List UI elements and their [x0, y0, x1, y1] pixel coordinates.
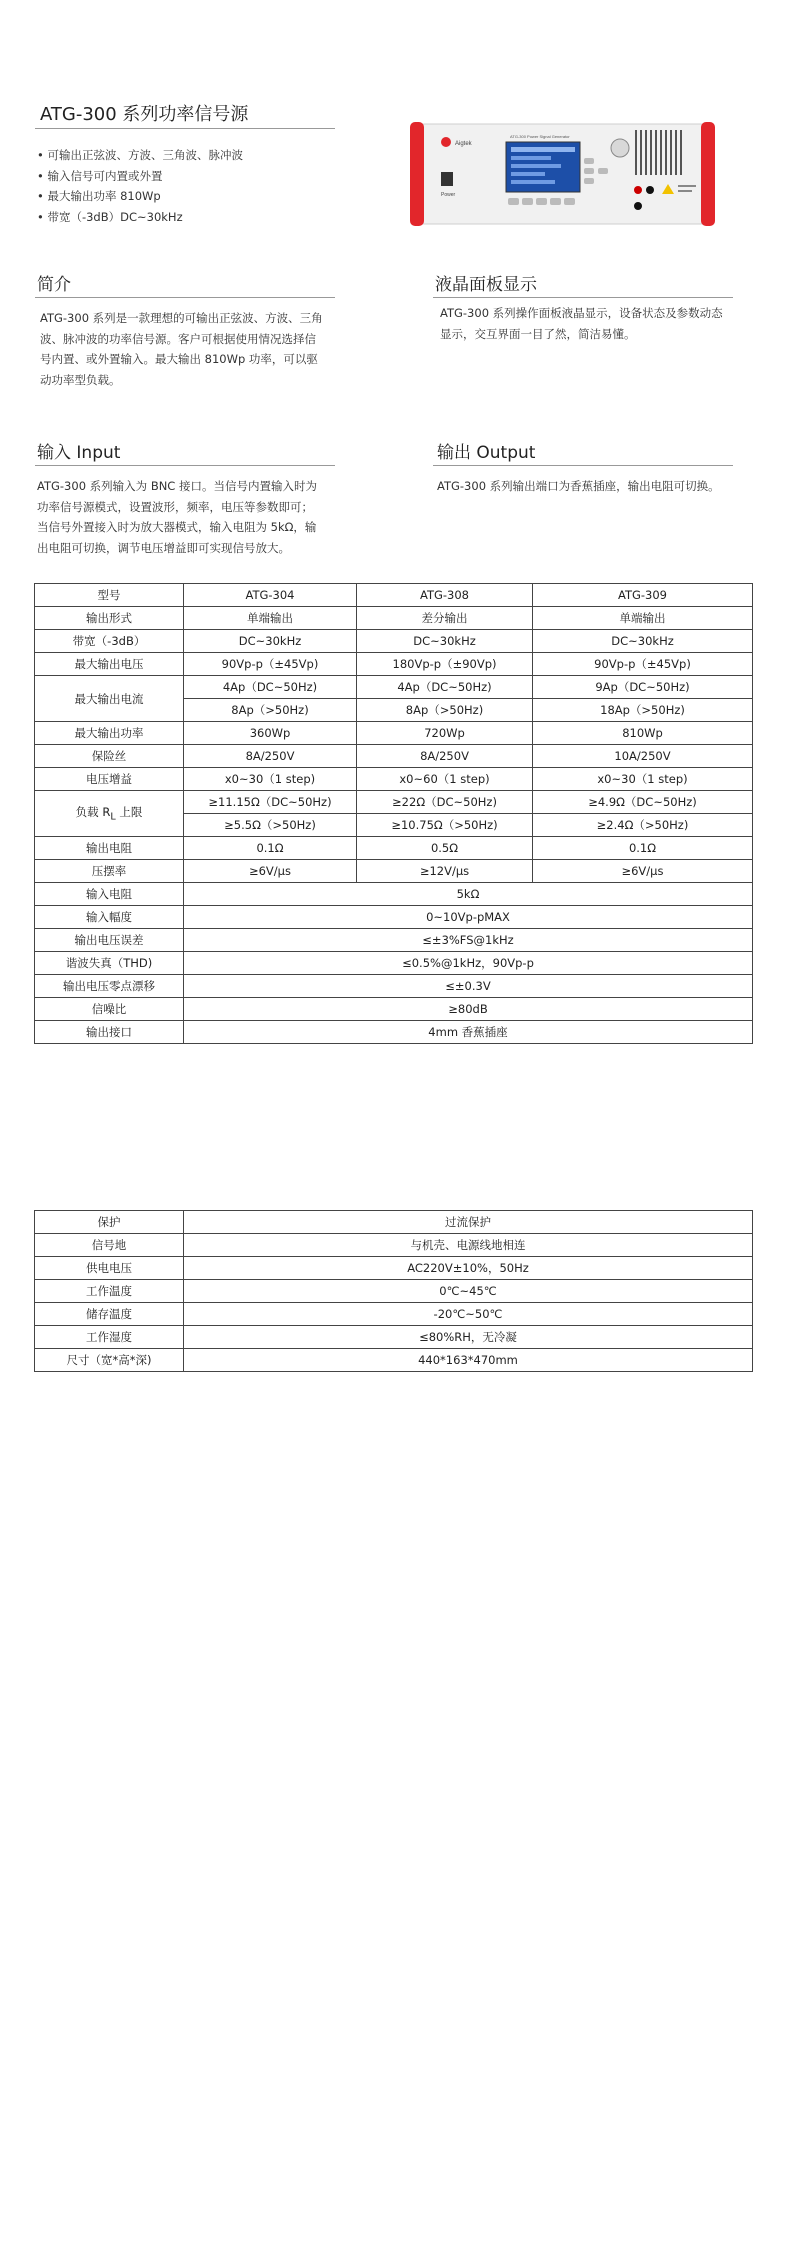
table-row	[35, 975, 753, 998]
feature-item: • 带宽（-3dB）DC~30kHz	[37, 207, 243, 228]
row-label: 最大输出功率	[35, 722, 184, 745]
table-cell: 8A/250V	[184, 745, 357, 768]
row-label: 电压增益	[35, 768, 184, 791]
feature-item: • 最大输出功率 810Wp	[37, 186, 243, 207]
power-label: Power	[441, 192, 456, 198]
table-cell: 4mm 香蕉插座	[184, 1021, 753, 1044]
output-terminal-icon	[646, 186, 654, 194]
row-label	[35, 791, 184, 837]
table-header-cell: ATG-304	[184, 584, 357, 607]
input-line: 当信号外置接入时为放大器模式，输入电阻为 5kΩ，输	[37, 520, 317, 534]
table-cell: ≥11.15Ω（DC~50Hz)	[184, 791, 357, 814]
table-row	[35, 998, 753, 1021]
feature-item: • 输入信号可内置或外置	[37, 166, 243, 187]
table-row	[35, 1326, 753, 1349]
input-line: ATG-300 系列输入为 BNC 接口。当信号内置输入时为	[37, 479, 317, 493]
lcd-line: ATG-300 系列操作面板液晶显示，设备状态及参数动态	[440, 306, 723, 320]
table-cell: ≤±0.3V	[184, 975, 753, 998]
table-row	[35, 860, 753, 883]
table-cell: 0℃~45℃	[184, 1280, 753, 1303]
row-label: 输出形式	[35, 607, 184, 630]
power-switch-icon	[441, 172, 453, 186]
table-cell: 90Vp-p（±45Vp)	[533, 653, 753, 676]
table-cell: 18Ap（>50Hz)	[533, 699, 753, 722]
table-cell: 9Ap（DC~50Hz)	[533, 676, 753, 699]
row-label: 输出接口	[35, 1021, 184, 1044]
table-row	[35, 607, 753, 630]
table-cell: ≥6V/μs	[533, 860, 753, 883]
table-row	[35, 768, 753, 791]
table-cell: 差分输出	[357, 607, 533, 630]
table-cell: 与机壳、电源线地相连	[184, 1234, 753, 1257]
table-cell: 360Wp	[184, 722, 357, 745]
input-divider	[35, 465, 335, 466]
table-cell: ≤0.5%@1kHz，90Vp-p	[184, 952, 753, 975]
row-label: 最大输出电流	[35, 676, 184, 722]
row-label: 压摆率	[35, 860, 184, 883]
table-row	[35, 1349, 753, 1372]
intro-line: ATG-300 系列是一款理想的可输出正弦波、方波、三角	[40, 311, 323, 325]
intro-text	[40, 308, 340, 390]
table-cell: 8A/250V	[357, 745, 533, 768]
table-row	[35, 1211, 753, 1234]
table-cell: AC220V±10%，50Hz	[184, 1257, 753, 1280]
left-handle	[410, 122, 424, 226]
input-bnc-icon	[634, 202, 642, 210]
output-heading: 输出 Output	[437, 443, 536, 463]
output-line: ATG-300 系列输出端口为香蕉插座，输出电阻可切换。	[437, 479, 720, 493]
table-row	[35, 929, 753, 952]
row-label: 带宽（-3dB）	[35, 630, 184, 653]
table-cell: ≤±3%FS@1kHz	[184, 929, 753, 952]
input-line: 出电阻可切换，调节电压增益即可实现信号放大。	[37, 540, 290, 555]
row-label-main: 负载 R	[75, 805, 111, 820]
table-row	[35, 883, 753, 906]
row-label: 储存温度	[35, 1303, 184, 1326]
table-cell: 8Ap（>50Hz)	[357, 699, 533, 722]
output-divider	[433, 465, 733, 466]
table-header-cell: 型号	[35, 584, 184, 607]
table-cell: 单端输出	[533, 607, 753, 630]
device-label: ATG-300 Power Signal Generator	[510, 134, 570, 139]
spec-table	[34, 583, 753, 1044]
feature-item: • 可输出正弦波、方波、三角波、脉冲波	[37, 145, 243, 166]
table-row	[35, 630, 753, 653]
table-cell: x0~30（1 step)	[533, 768, 753, 791]
table-cell: 90Vp-p（±45Vp)	[184, 653, 357, 676]
intro-line: 号内置、或外置输入。最大输出 810Wp 功率，可以驱	[40, 352, 318, 366]
table-cell: 单端输出	[184, 607, 357, 630]
table-row	[35, 1257, 753, 1280]
row-label: 信号地	[35, 1234, 184, 1257]
row-label-tail: 上限	[115, 805, 143, 820]
table-cell: 0~10Vp-pMAX	[184, 906, 753, 929]
table-cell: 180Vp-p（±90Vp)	[357, 653, 533, 676]
lcd-heading: 液晶面板显示	[435, 275, 537, 295]
table-cell: 5kΩ	[184, 883, 753, 906]
table-cell: ≥2.4Ω（>50Hz)	[533, 814, 753, 837]
table-cell: x0~60（1 step)	[357, 768, 533, 791]
product-image	[410, 118, 715, 230]
table-row	[35, 653, 753, 676]
table-cell: 4Ap（DC~50Hz)	[184, 676, 357, 699]
table-row	[35, 1280, 753, 1303]
table-cell: ≤80%RH，无冷凝	[184, 1326, 753, 1349]
table-cell: 720Wp	[357, 722, 533, 745]
row-label: 最大输出电压	[35, 653, 184, 676]
table-cell: ≥10.75Ω（>50Hz)	[357, 814, 533, 837]
table-cell: 810Wp	[533, 722, 753, 745]
table-cell: 0.1Ω	[184, 837, 357, 860]
feature-list	[37, 145, 243, 227]
table-cell: 0.5Ω	[357, 837, 533, 860]
logo-icon	[441, 137, 451, 147]
input-heading: 输入 Input	[37, 443, 121, 463]
table-cell: 440*163*470mm	[184, 1349, 753, 1372]
table-cell: ≥6V/μs	[184, 860, 357, 883]
row-label: 输出电阻	[35, 837, 184, 860]
output-text	[437, 476, 747, 497]
table-row	[35, 837, 753, 860]
title-divider	[35, 128, 335, 129]
table-cell: ≥4.9Ω（DC~50Hz)	[533, 791, 753, 814]
table-row	[35, 1234, 753, 1257]
table-cell: ≥12V/μs	[357, 860, 533, 883]
row-label: 保险丝	[35, 745, 184, 768]
row-label: 工作温度	[35, 1280, 184, 1303]
row-label: 输出电压零点漂移	[35, 975, 184, 998]
intro-divider	[35, 297, 335, 298]
row-label: 输入电阻	[35, 883, 184, 906]
intro-line: 波、脉冲波的功率信号源。客户可根据使用情况选择信	[40, 331, 316, 346]
rotary-knob-icon	[611, 139, 629, 157]
lcd-text	[440, 303, 740, 344]
spec-table-continued	[34, 1210, 753, 1372]
intro-line: 动功率型负载。	[40, 372, 121, 387]
row-label: 尺寸（宽*高*深)	[35, 1349, 184, 1372]
table-cell: ≥22Ω（DC~50Hz)	[357, 791, 533, 814]
row-label-subscript: L	[110, 811, 116, 823]
table-cell: DC~30kHz	[533, 630, 753, 653]
table-row	[35, 745, 753, 768]
table-cell: x0~30（1 step)	[184, 768, 357, 791]
input-line: 功率信号源模式，设置波形，频率，电压等参数即可；	[37, 499, 313, 514]
table-row	[35, 676, 753, 699]
table-cell: ≥5.5Ω（>50Hz)	[184, 814, 357, 837]
output-terminal-icon	[634, 186, 642, 194]
right-handle	[701, 122, 715, 226]
row-label: 输入幅度	[35, 906, 184, 929]
row-label: 工作湿度	[35, 1326, 184, 1349]
row-label: 输出电压误差	[35, 929, 184, 952]
table-row	[35, 906, 753, 929]
table-row	[35, 1021, 753, 1044]
table-cell: ≥80dB	[184, 998, 753, 1021]
table-cell: DC~30kHz	[184, 630, 357, 653]
table-row	[35, 722, 753, 745]
table-cell: 8Ap（>50Hz)	[184, 699, 357, 722]
table-row	[35, 791, 753, 814]
row-label: 信噪比	[35, 998, 184, 1021]
intro-heading: 简介	[37, 275, 71, 295]
table-cell: 过流保护	[184, 1211, 753, 1234]
table-cell: 4Ap（DC~50Hz)	[357, 676, 533, 699]
table-row	[35, 952, 753, 975]
table-row	[35, 1303, 753, 1326]
table-cell: 0.1Ω	[533, 837, 753, 860]
row-label: 谐波失真（THD)	[35, 952, 184, 975]
table-cell: DC~30kHz	[357, 630, 533, 653]
lcd-divider	[433, 297, 733, 298]
lcd-line: 显示，交互界面一目了然，简洁易懂。	[440, 326, 636, 341]
table-header-cell: ATG-308	[357, 584, 533, 607]
product-title: ATG-300 系列功率信号源	[40, 104, 249, 125]
row-label: 供电电压	[35, 1257, 184, 1280]
table-header-cell: ATG-309	[533, 584, 753, 607]
table-header-row	[35, 584, 753, 607]
row-label: 保护	[35, 1211, 184, 1234]
table-cell: 10A/250V	[533, 745, 753, 768]
input-text	[37, 476, 347, 558]
table-cell: -20℃~50℃	[184, 1303, 753, 1326]
device-brand: Aigtek	[455, 141, 472, 147]
